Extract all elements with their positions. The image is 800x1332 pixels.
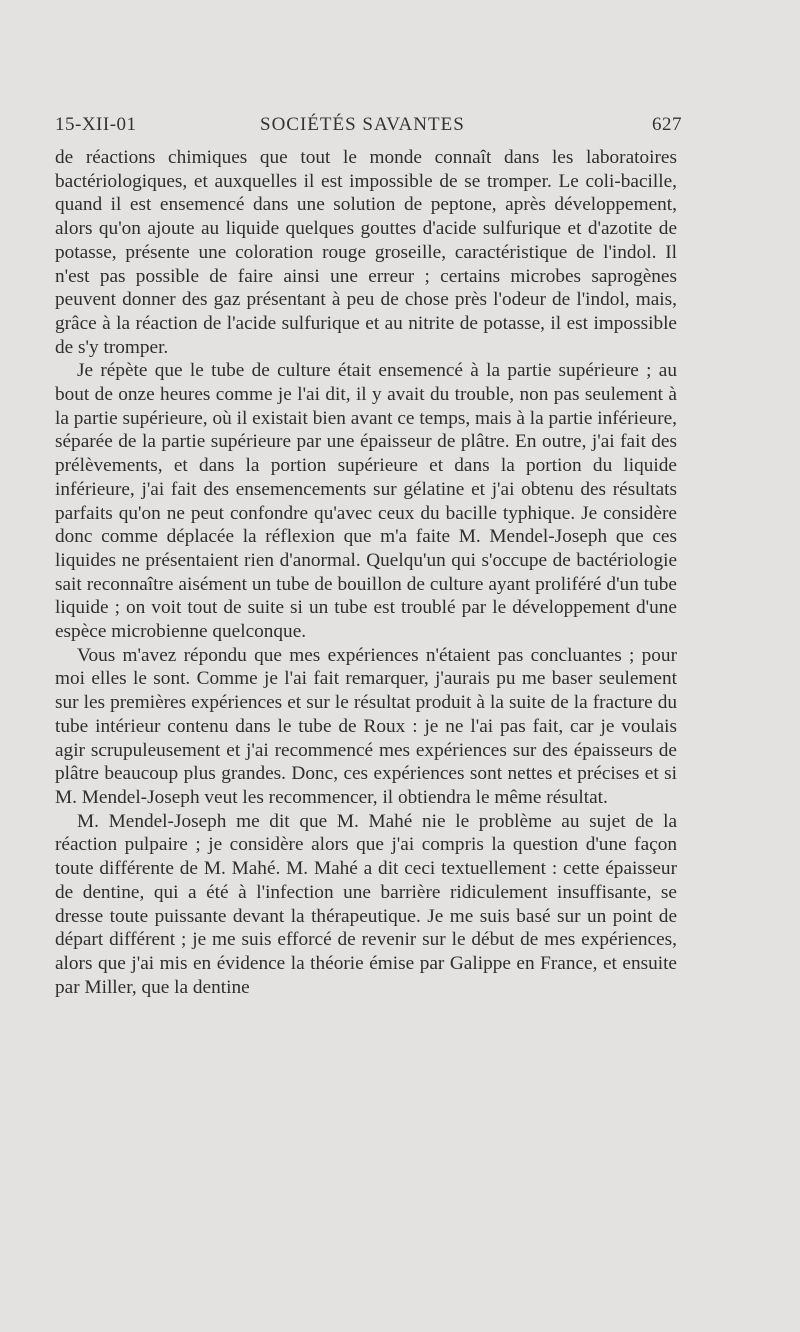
paragraph-experiences: Vous m'avez répondu que mes expériences n'étaient pas concluantes ; pour moi elles le sont. Comme je l'ai fait remarquer, j'aurais pu me baser seulement sur les premières expériences et sur le résultat produit à la suite de la fracture du tube intérieur contenu dans le tube de Roux : je ne l'ai pas fait, car je voulais agir scrupuleusement et j'ai recommencé mes expériences sur des épaisseurs de plâtre beaucoup plus grandes. Donc, ces expériences sont nettes et précises et si M. Mendel-Joseph veut les recommencer, il obtiendra le même résultat. xyxy=(55,644,677,808)
header-date: 15-XII-01 xyxy=(55,114,137,135)
header-section-title: SOCIÉTÉS SAVANTES xyxy=(260,114,465,135)
paragraph-mahe: M. Mendel-Joseph me dit que M. Mahé nie le problème au sujet de la réaction pulpaire ; je considère alors que j'ai compris la question d'une façon toute différente de M. Mahé. M. Mahé a dit ceci textuellement : cette épaisseur de dentine, qui a été à l'infection une barrière ridiculement insuffisante, se dresse toute puissante devant la thérapeutique. Je me suis basé sur un point de départ différent ; je me suis efforcé de revenir sur le début de mes expériences, alors que j'ai mis en évidence la théorie émise par Galippe en France, et ensuite par Miller, que la dentine xyxy=(55,810,677,998)
running-header xyxy=(55,114,682,140)
page-number: 627 xyxy=(652,114,682,135)
body-text xyxy=(55,146,677,999)
paragraph-culture-tube: Je répète que le tube de culture était ensemencé à la partie supérieure ; au bout de onze heures comme je l'ai dit, il y avait du trouble, non pas seulement à la partie supérieure, où il existait bien avant ce temps, mais à la partie inférieure, séparée de la partie supérieure par une épaisseur de plâtre. En outre, j'ai fait des prélèvements, et dans la portion supérieure et dans la portion du liquide inférieure, j'ai fait des ensemencements sur gélatine et j'ai obtenu des résultats parfaits qu'on ne peut confondre qu'avec ceux du bacille typhique. Je considère donc comme déplacée la réflexion que m'a faite M. Mendel-Joseph que ces liquides ne présentaient rien d'anormal. Quelqu'un qui s'occupe de bactériologie sait reconnaître aisément un tube de bouillon de culture ayant proliféré d'un tube liquide ; on voit tout de suite si un tube est troublé par le développement d'une espèce microbienne quelconque. xyxy=(55,360,677,643)
paragraph-continuation: de réactions chimiques que tout le monde connaît dans les laboratoires bactériologiques, et auxquelles il est impossible de se tromper. Le coli-bacille, quand il est ensemencé dans une solution de peptone, après développement, alors qu'on ajoute au liquide quelques gouttes d'acide sulfurique et d'azotite de potasse, présente une coloration rouge groseille, caractéristique de l'indol. Il n'est pas possible de faire ainsi une erreur ; certains microbes saprogènes peuvent donner des gaz présentant à peu de chose près l'odeur de l'indol, mais, grâce à la réaction de l'acide sulfurique et au nitrite de potasse, il est impossible de s'y tromper. xyxy=(55,147,677,358)
